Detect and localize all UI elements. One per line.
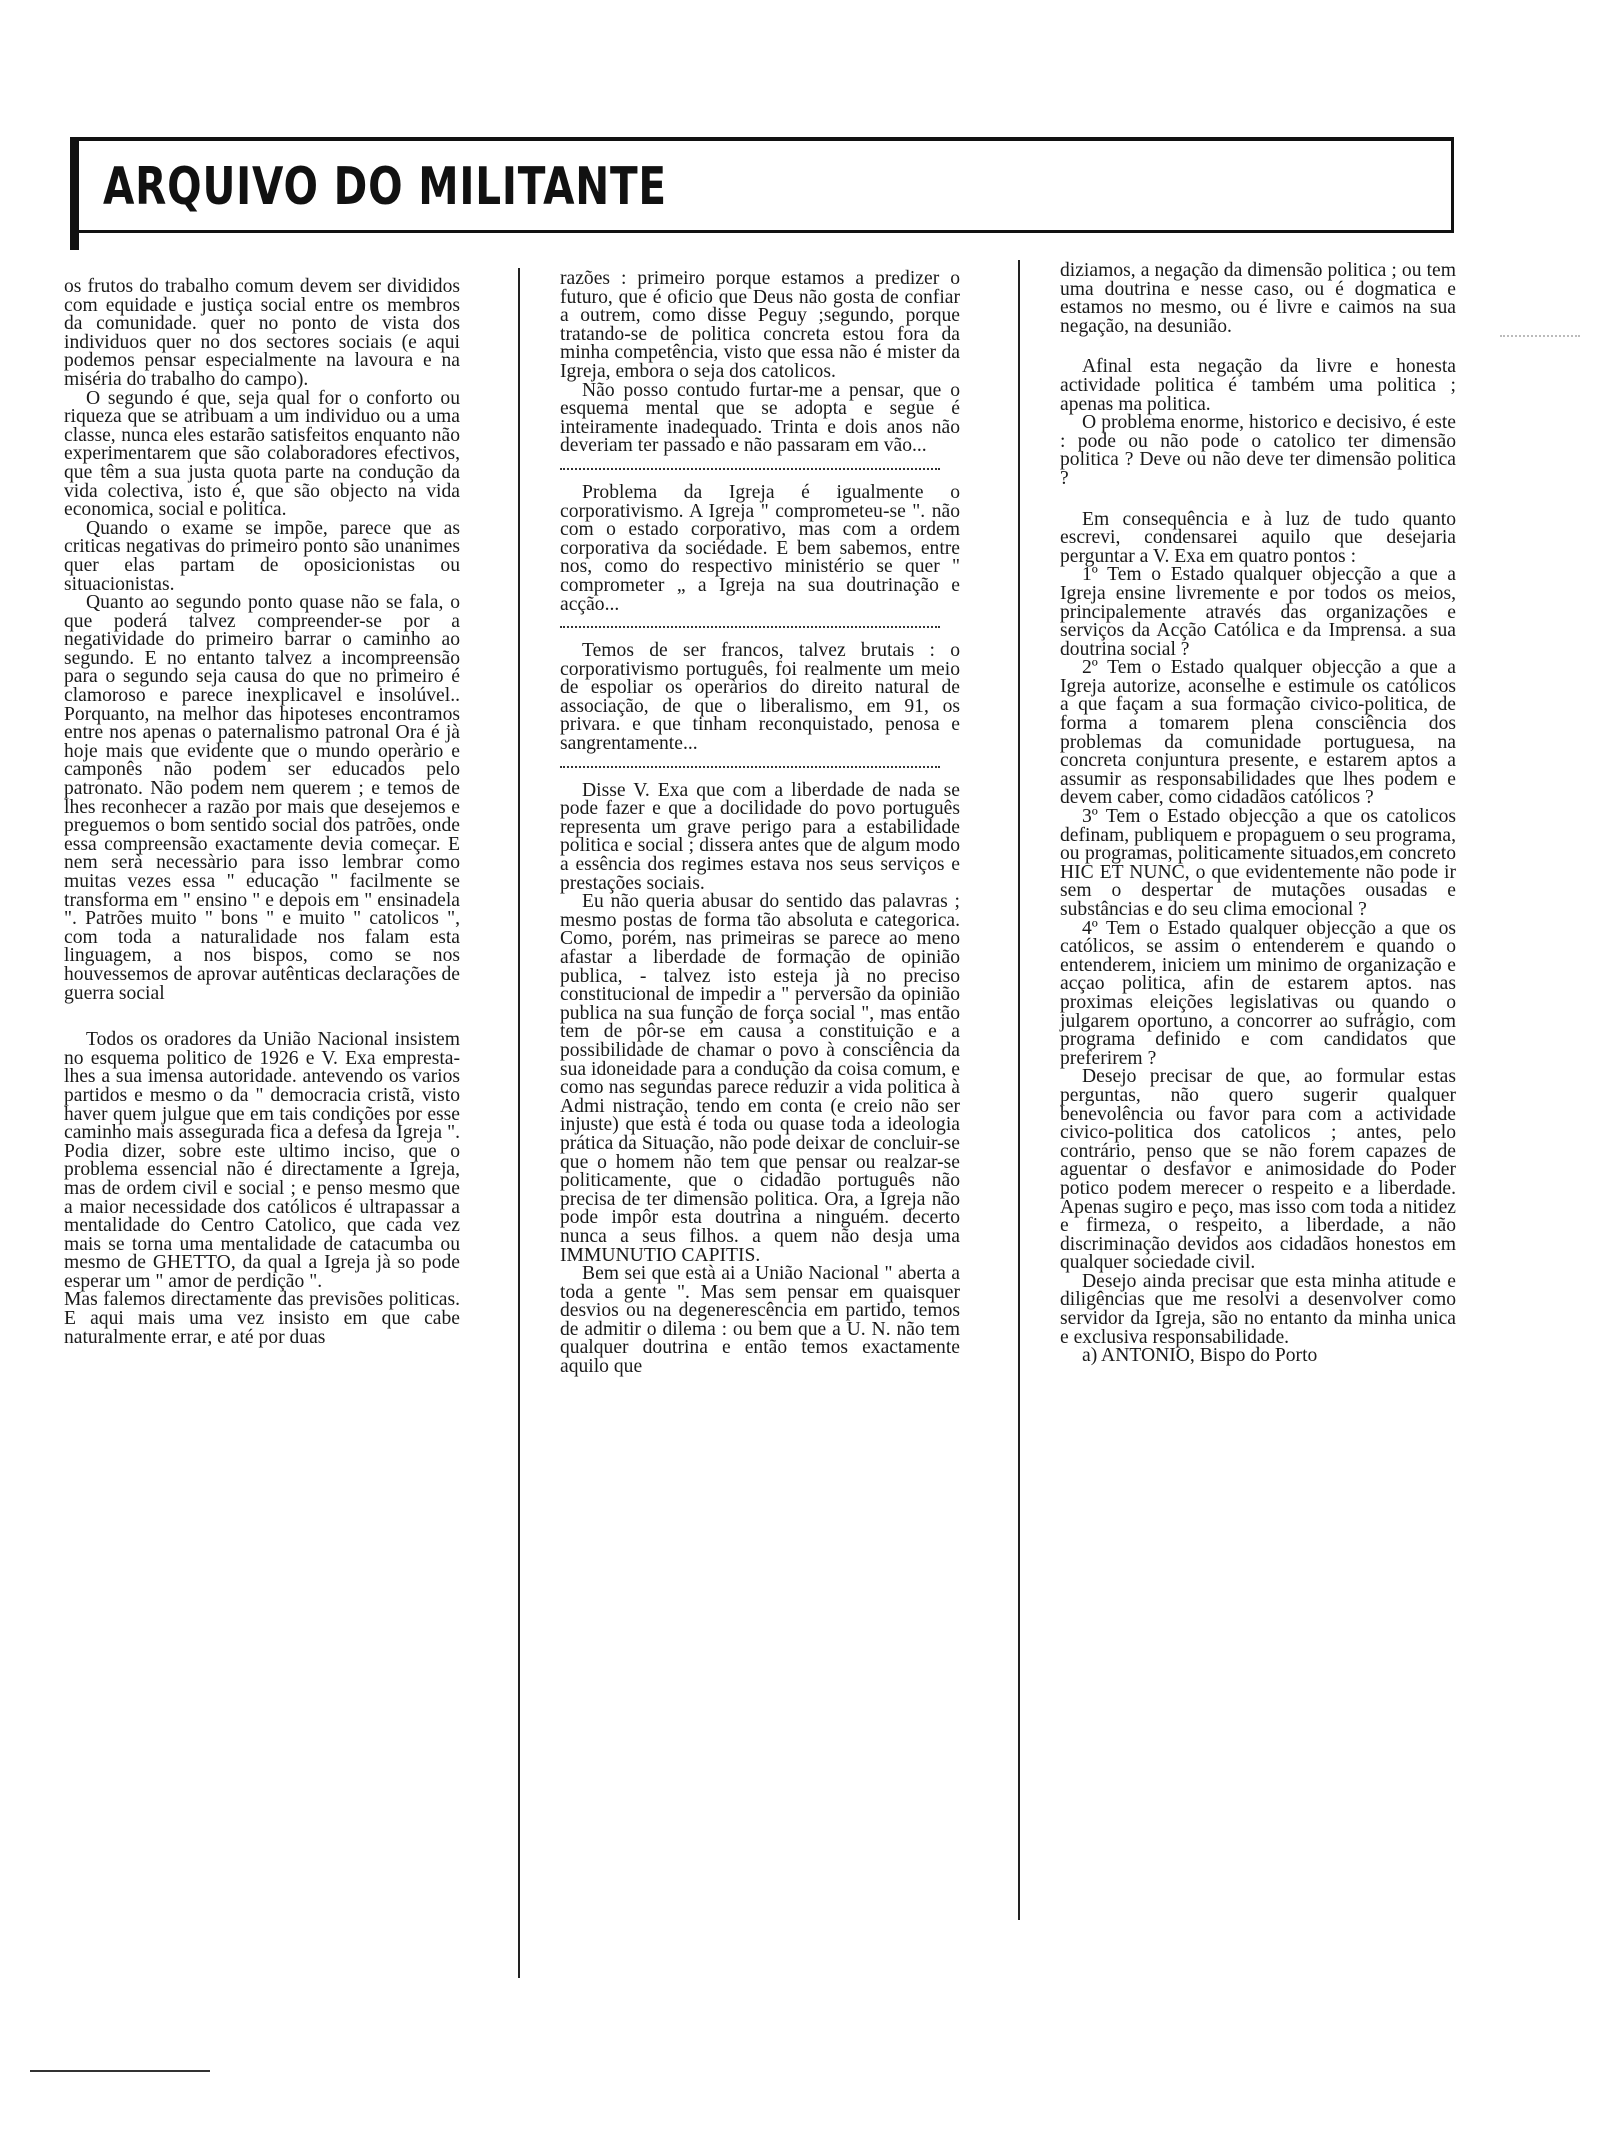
paragraph: Todos os oradores da União Nacional insistem no esquema politico de 1926 e V. Exa empresta-lhes a sua imensa autoridade. antevendo os varios partidos e mesmo o da " democracia cristã, visto haver quem julgue que em tais condições por esse caminho mais assegurada fica a defesa da Igreja ". Podia dizer, sobre este ultimo inciso, que o problema essencial não é directamente a Igreja, mas de ordem civil e social ; e penso mesmo que a maior necessidade dos católicos é ultrapassar a mentalidade do Centro Catolico, que cada vez mais se torna uma mentalidade de catacumba ou mesmo de GHETTO, da qual a Igreja jà so pode esperar um " amor de perdição ". [64,1029,460,1292]
paragraph: Eu não queria abusar do sentido das palavras ; mesmo postas de forma tão absoluta e categorica. Como, porém, nas primeiras se parece ao meno afastar a liberdade de formação de opinião publica, - talvez isto esteja jà no preciso constitucional de impedir a " perversão da opinião publica na sua função de força social ", mas então tem de pôr-se em causa a constituição e a possibilidade de chamar o povo à consciência da sua idoneidade para a condução da coisa comum, e como nas segundas parece reduzir a vida politica à Admi nistração, tendo em conta (e creio não ser injuste) que està é toda ou quase toda a ideologia prática da Situação, não pode deixar de concluir-se que o homem não tem que pensar ou realzar-se politicamente, que o cidadão português não precisa de ter dimensão politica. Ora, a Igreja não pode impôr esta doutrina a ninguém. decerto nunca a seus filhos. a quem não desja uma IMMUNUTIO CAPITIS. [560,891,960,1266]
paragraph: O problema enorme, historico e decisivo, é este : pode ou não pode o catolico ter dimensão politica ? Deve ou não deve ter dimensão politica ? [1060,412,1456,489]
paragraph: 1º Tem o Estado qualquer objecção a que a Igreja ensine livremente e por todos os meios, principalemente através das organizações e serviços da Acção Católica e da Imprensa. a sua doutrina social ? [1060,564,1456,660]
paragraph: Em consequência e à luz de tudo quanto escrevi, condensarei aquilo que desejaria perguntar a V. Exa em quatro pontos : [1060,508,1456,567]
signature: a) ANTONIO, Bispo do Porto [1082,1345,1318,1367]
header-box [70,137,1454,233]
paragraph: razões : primeiro porque estamos a predizer o futuro, que é oficio que Deus não gosta de confiar a outrem, como disse Peguy ;segundo, porque tratando-se de politica concreta estou fora da minha competência, visto que essa não é mister da Igreja, embora o seja dos catolicos. [560,268,960,382]
bottom-rule [30,2070,210,2072]
dotted-separator [560,468,940,470]
margin-dots [1500,335,1580,337]
paragraph: Afinal esta negação da livre e honesta actividade politica é também uma politica ; apenas ma politica. [1060,356,1456,415]
column-3 [1060,262,1456,1366]
dotted-separator [560,766,940,768]
paragraph: Desejo ainda precisar que esta minha atitude e diligências que me resolvi a desenvolver como servidor da Igreja, são no entanto da minha unica e exclusiva responsabilidade. [1060,1270,1456,1348]
column-1 [64,278,460,1347]
column-2 [560,270,960,1377]
paragraph: 2º Tem o Estado qualquer objecção a que a Igreja autorize, aconselhe e estimule os católicos a que façam a sua formação civico-politica, de forma a tomarem plena consciência dos problemas da comunidade portuguesa, na concreta conjuntura presente, e estarem aptos a assumir as responsabilidades que lhes podem e devem caber, como cidadãos católicos ? [1060,657,1456,809]
paragraph: Desejo precisar de que, ao formular estas perguntas, não quero sugerir qualquer benevolência ou favor para com a actividade civico-politica dos catolicos ; antes, pelo contrário, penso que se não forem capazes de aguentar o desfavor e animosidade do Poder potico podem merecer o respeito e a liberdade. Apenas sugiro e peço, mas isso com toda a nitidez e firmeza, o respeito, a liberdade, a não discriminação devidos aos cidadãos honestos em qualquer sociedade civil. [1060,1066,1456,1274]
page-title: ARQUIVO DO MILITANTE [103,157,667,217]
paragraph: Mas falemos directamente das previsões politicas. E aqui mais uma vez insisto em que cabe naturalmente errar, e até por duas [64,1289,460,1348]
paragraph: diziamos, a negação da dimensão politica ; ou tem uma doutrina e nesse caso, ou é dogmatica e estamos no mesmo, ou é livre e caimos na sua negação, na desunião. [1060,260,1456,337]
paragraph: os frutos do trabalho comum devem ser divididos com equidade e justiça social entre os membros da comunidade. quer no ponto de vista dos individuos quer no dos sectores sociais (e aqui podemos pensar especialmente na lavoura e na miséria do trabalho do campo). [64,276,460,390]
paragraph: Temos de ser francos, talvez brutais : o corporativismo português, foi realmente um meio de espoliar os operàrios do direito natural de associação, de que o liberalismo, em 91, os privara. e que tinham reconquistado, penosa e sangrentamente... [560,640,960,755]
paragraph: Disse V. Exa que com a liberdade de nada se pode fazer e que a docilidade do povo português representa um grave perigo para a estabilidade politica e social ; dissera antes que de algum modo a essência dos regimes estava nos seus serviços e prestações sociais. [560,779,960,894]
paragraph: Quando o exame se impõe, parece que as criticas negativas do primeiro ponto são unanimes quer elas partam de oposicionistas ou situacionistas. [64,517,460,595]
paragraph: O segundo é que, seja qual for o conforto ou riqueza que se atribuam a um individuo ou a uma classe, nunca eles estarão satisfeitos enquanto não experimentarem que são colaboradores efectivos, que têm a sua justa quota parte na condução da vida colectiva, isto é, que são objecto na vida economica, social e politica. [64,387,460,521]
paragraph: 3º Tem o Estado objecção a que os catolicos definam, publiquem e propaguem o seu programa, ou programas, politicamente situados,em concreto HIC ET NUNC, o que evidentemente não pode ir sem o despertar de mutações ousadas e substâncias e do seu clima emocional ? [1060,806,1456,920]
dotted-separator [560,626,940,628]
paragraph: Problema da Igreja é igualmente o corporativismo. A Igreja " comprometeu-se ". não com o estado corporativo, mas com a ordem corporativa da sociédade. E bem sabemos, entre nos, como do respectivo ministério se quer " comprometer „ a Igreja na sua doutrinação e acção... [560,481,960,615]
paragraph: Não posso contudo furtar-me a pensar, que o esquema mental que se adopta e segue é inteiramente inadequado. Trinta e dois anos não deveriam ter passado e não passaram em vão... [560,379,960,457]
column-divider-2 [1018,260,1020,1920]
column-divider-1 [518,268,520,1978]
paragraph: 4º Tem o Estado qualquer objecção a que os católicos, se assim o entenderem e quando o entenderem, iniciem um minimo de organização e acçao politica, afin de estarem aptos. nas proximas eleições legislativas ou quando o julgarem oportuno, a concorrer ao sufrágio, com programa definido e com candidatos que preferirem ? [1060,917,1456,1069]
paragraph: Quanto ao segundo ponto quase não se fala, o que poderá talvez compreender-se por a negatividade do primeiro barrar o caminho ao segundo. E no entanto talvez a incompreensão para o segundo seja causa do que no primeiro é clamoroso e parece inexplicavel e insolúvel.. Porquanto, na melhor das hipoteses encontramos entre nos apenas o paternalismo patronal Ora é jà hoje mais que evidente que o mundo operàrio e camponês não podem ser educados pelo patronato. Não podem nem querem ; e temos de lhes reconhecer a razão por mais que desejemos e preguemos o bom sentido social dos patrões, onde essa compreensão exactamente devia começar. E nem serà necessàrio para isso lembrar como muitas vezes essa " educação " facilmente se transforma em " ensino " e depois em " ensinadela ". Patrões muito " bons " e muito " catolicos ", com toda a naturalidade nos falam esta linguagem, a nos bispos, como se nos houvessemos de aprovar autênticas declarações de guerra social [64,592,460,1004]
paragraph: Bem sei que està ai a União Nacional " aberta a toda a gente ". Mas sem pensar em quaisquer desvios ou na degenerescência em partido, temos de admitir o dilema : ou bem que a U. N. não tem qualquer doutrina e então temos exactamente aquilo que [560,1263,960,1378]
